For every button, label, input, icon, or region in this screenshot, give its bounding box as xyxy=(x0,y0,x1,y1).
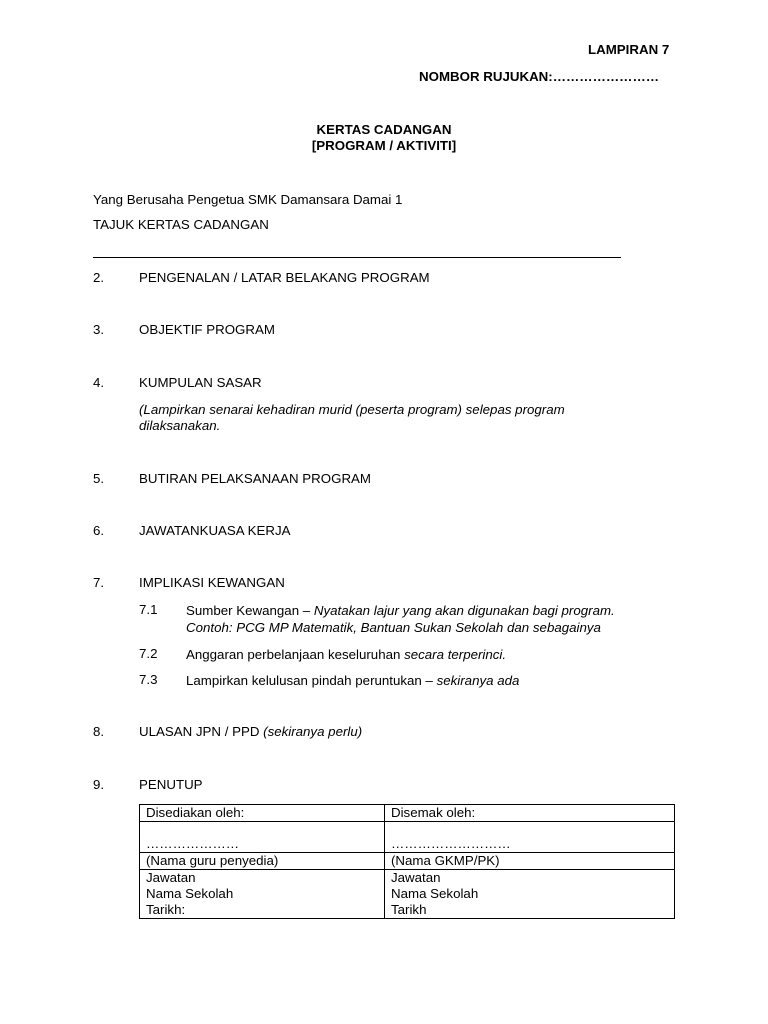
subsection-7-3-label: Lampirkan kelulusan pindah peruntukan – xyxy=(186,673,437,688)
subsection-7-3-italic: sekiranya ada xyxy=(436,673,520,688)
section-4-note-line1: (Lampirkan senarai kehadiran murid (peserta program) selepas program xyxy=(139,402,565,417)
subsection-7-2-label: Anggaran perbelanjaan keseluruhan xyxy=(186,647,405,662)
section-7-number: 7. xyxy=(93,575,105,590)
subsection-7-1-example: Contoh: PCG MP Matematik, Bantuan Sukan Sekolah dan sebagainya xyxy=(186,620,601,635)
lampiran-label: LAMPIRAN 7 xyxy=(588,42,670,57)
reviewed-by-details xyxy=(385,870,675,919)
section-7-heading: IMPLIKASI KEWANGAN xyxy=(139,575,285,590)
signature-table xyxy=(139,804,675,919)
section-8-heading xyxy=(139,724,362,739)
section-6-heading: JAWATANKUASA KERJA xyxy=(139,523,291,538)
section-4-number: 4. xyxy=(93,375,105,390)
section-9-heading: PENUTUP xyxy=(139,777,203,792)
subsection-7-2-text xyxy=(186,646,506,663)
document-subtitle: [PROGRAM / AKTIVITI] xyxy=(311,138,457,153)
subsection-7-2-number: 7.2 xyxy=(139,646,158,661)
signature-name-row xyxy=(140,853,675,870)
section-9-number: 9. xyxy=(93,777,105,792)
section-5-heading: BUTIRAN PELAKSANAAN PROGRAM xyxy=(139,471,372,486)
subsection-7-3-number: 7.3 xyxy=(139,672,158,687)
subsection-7-1-italic: Nyatakan lajur yang akan digunakan bagi program. xyxy=(313,603,615,618)
section-3-heading: OBJEKTIF PROGRAM xyxy=(139,322,275,337)
addressee: Yang Berusaha Pengetua SMK Damansara Damai 1 xyxy=(93,192,403,207)
prepared-by-tarikh: Tarikh: xyxy=(146,902,186,917)
prepared-by-header: Disediakan oleh: xyxy=(140,805,385,822)
signature-header-row xyxy=(140,805,675,822)
document-title: KERTAS CADANGAN xyxy=(316,122,452,137)
section-6-number: 6. xyxy=(93,523,105,538)
section-2-number: 2. xyxy=(93,270,105,285)
section-4-note-line2: dilaksanakan. xyxy=(139,418,221,433)
subsection-7-1-number: 7.1 xyxy=(139,602,158,617)
section-2-heading: PENGENALAN / LATAR BELAKANG PROGRAM xyxy=(139,270,430,285)
prepared-by-signature-line: ………………… xyxy=(140,822,385,853)
section-4-heading: KUMPULAN SASAR xyxy=(139,375,262,390)
prepared-by-sekolah: Nama Sekolah xyxy=(146,886,234,901)
reviewed-by-jawatan: Jawatan xyxy=(391,870,441,885)
prepared-by-jawatan: Jawatan xyxy=(146,870,196,885)
signature-dots-row xyxy=(140,822,675,853)
reviewed-by-signature-line: ……………………… xyxy=(385,822,675,853)
section-3-number: 3. xyxy=(93,322,105,337)
nombor-rujukan: NOMBOR RUJUKAN:…………………… xyxy=(419,69,660,84)
section-8-number: 8. xyxy=(93,724,105,739)
prepared-by-details xyxy=(140,870,385,919)
section-5-number: 5. xyxy=(93,471,105,486)
subsection-7-1-label: Sumber Kewangan – xyxy=(186,603,314,618)
reviewed-by-tarikh: Tarikh xyxy=(391,902,427,917)
section-4-note xyxy=(139,402,565,434)
title-underline xyxy=(93,257,621,258)
subsection-7-3-text xyxy=(186,672,519,689)
subsection-7-2-italic: secara terperinci. xyxy=(404,647,507,662)
prepared-by-name: (Nama guru penyedia) xyxy=(140,853,385,870)
signature-details-row xyxy=(140,870,675,919)
section-8-label: ULASAN JPN / PPD xyxy=(139,724,264,739)
reviewed-by-header: Disemak oleh: xyxy=(385,805,675,822)
reviewed-by-sekolah: Nama Sekolah xyxy=(391,886,479,901)
reviewed-by-name: (Nama GKMP/PK) xyxy=(385,853,675,870)
tajuk-label: TAJUK KERTAS CADANGAN xyxy=(93,217,269,232)
subsection-7-1-text xyxy=(186,602,615,636)
section-8-italic: (sekiranya perlu) xyxy=(263,724,363,739)
